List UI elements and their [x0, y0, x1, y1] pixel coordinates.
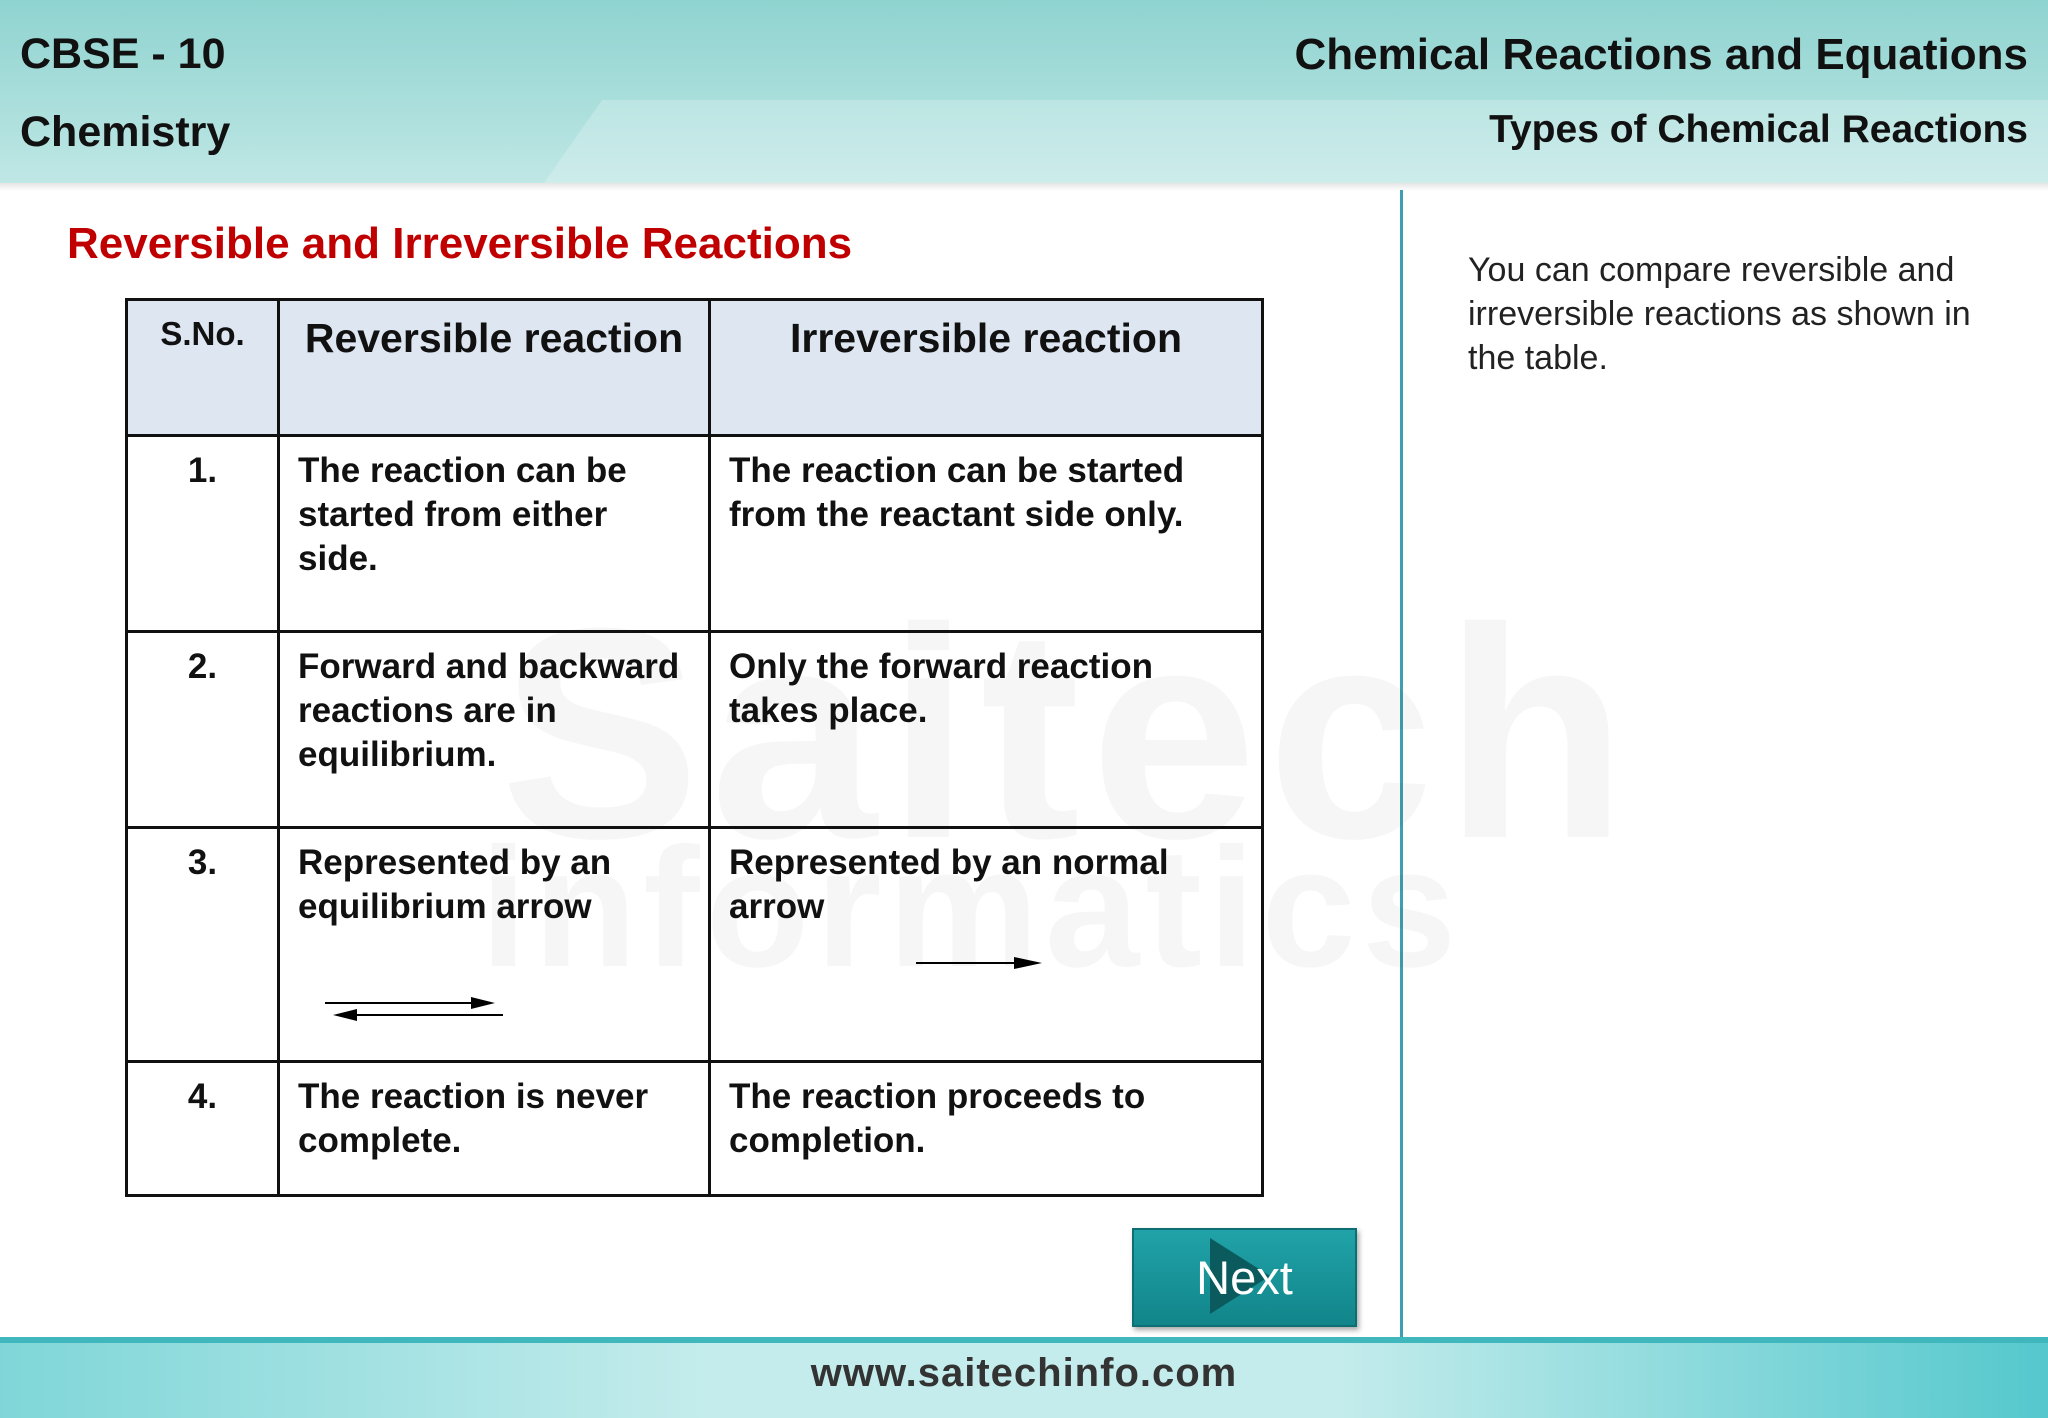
next-button-label: Next: [1196, 1251, 1293, 1304]
topic-title: Types of Chemical Reactions: [1489, 108, 2028, 151]
row-sno: 3.: [127, 828, 279, 1062]
reversible-cell: [279, 828, 710, 1062]
footer-line: [0, 1337, 2048, 1343]
forward-arrow-wrap: [729, 929, 1243, 1039]
forward-arrow-icon: [914, 953, 1054, 973]
row-sno: 1.: [127, 436, 279, 632]
header-sno: S.No.: [127, 300, 279, 436]
header-banner: [0, 0, 2048, 183]
reversible-cell: Forward and backward reactions are in equilibrium.: [279, 632, 710, 828]
table-row: [127, 436, 1263, 632]
row-sno: 4.: [127, 1062, 279, 1196]
header-irreversible: Irreversible reaction: [710, 300, 1263, 436]
irreversible-cell: The reaction proceeds to completion.: [710, 1062, 1263, 1196]
chapter-title: Chemical Reactions and Equations: [1294, 30, 2028, 79]
equilibrium-arrow-icon: [323, 991, 513, 1031]
section-title: Reversible and Irreversible Reactions: [67, 219, 853, 268]
reversible-cell: The reaction is never complete.: [279, 1062, 710, 1196]
table-row: [127, 632, 1263, 828]
subject-label: Chemistry: [20, 108, 231, 156]
row-sno: 2.: [127, 632, 279, 828]
next-button[interactable]: [1132, 1228, 1357, 1327]
comparison-table: [125, 298, 1264, 1197]
table-row: [127, 828, 1263, 1062]
table-row: [127, 1062, 1263, 1196]
reversible-cell-text: Represented by an equilibrium arrow: [298, 843, 612, 926]
table-header-row: [127, 300, 1263, 436]
reversible-cell: The reaction can be started from either side.: [279, 436, 710, 632]
irreversible-cell-text: Represented by an normal arrow: [729, 843, 1169, 926]
irreversible-cell: [710, 828, 1263, 1062]
irreversible-cell: Only the forward reaction takes place.: [710, 632, 1263, 828]
footer-bar: [0, 1337, 2048, 1418]
equilibrium-arrow-wrap: [298, 929, 690, 1039]
irreversible-cell: The reaction can be started from the reactant side only.: [710, 436, 1263, 632]
header-reversible: Reversible reaction: [279, 300, 710, 436]
side-note: You can compare reversible and irreversible reactions as shown in the table.: [1468, 251, 1971, 377]
course-label: CBSE - 10: [20, 30, 226, 78]
header-shadow: [0, 183, 2048, 191]
content-divider: [1400, 190, 1403, 1337]
footer-url: www.saitechinfo.com: [810, 1351, 1238, 1395]
